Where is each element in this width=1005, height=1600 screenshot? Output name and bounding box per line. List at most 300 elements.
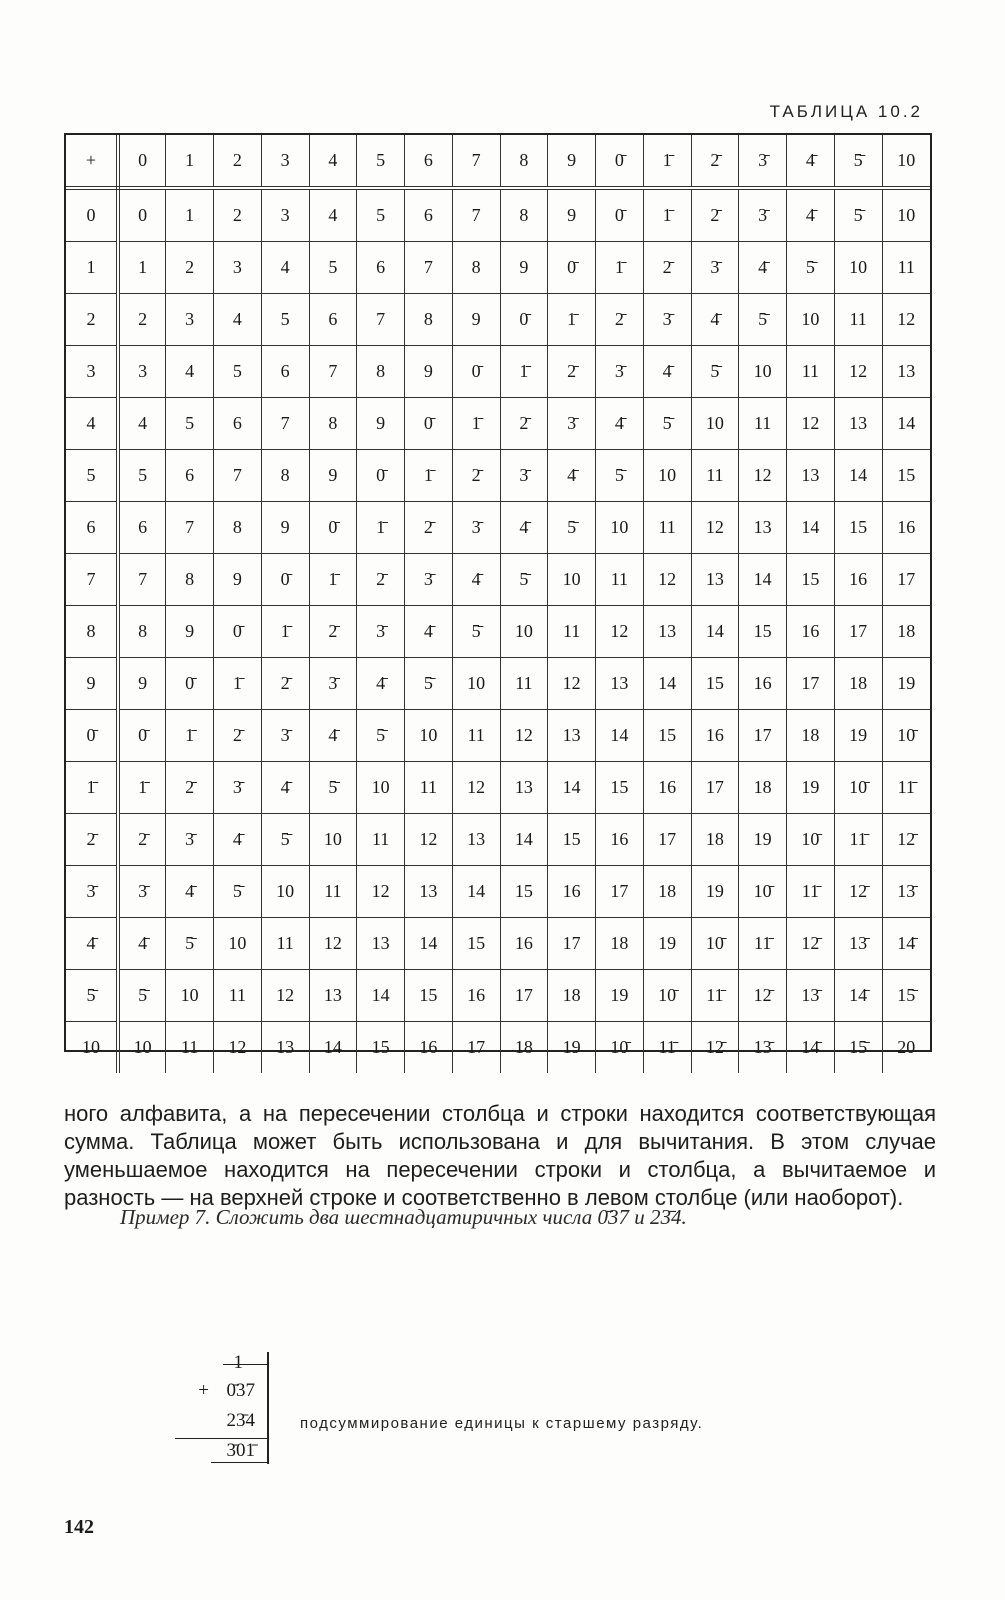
sum-cell: 5̄ xyxy=(500,554,548,606)
addend-1: 0̄37 xyxy=(226,1380,255,1401)
sum-cell: 17 xyxy=(452,1022,500,1074)
sum-cell: 10 xyxy=(214,918,262,970)
sum-cell: 1̄ xyxy=(118,762,166,814)
sum-cell: 0̄ xyxy=(500,294,548,346)
sum-cell: 10̄ xyxy=(691,918,739,970)
column-header: 7 xyxy=(452,135,500,188)
sum-cell: 10 xyxy=(166,970,214,1022)
sum-cell: 11 xyxy=(405,762,453,814)
sum-cell: 13̄ xyxy=(739,1022,787,1074)
sum-cell: 12 xyxy=(261,970,309,1022)
sum-cell: 10 xyxy=(739,346,787,398)
sum-cell: 6 xyxy=(357,242,405,294)
table-row xyxy=(66,554,930,606)
sum-cell: 4̄ xyxy=(739,242,787,294)
table-title: ТАБЛИЦА 10.2 xyxy=(769,102,923,121)
sum-cell: 14 xyxy=(500,814,548,866)
sum-cell: 3̄ xyxy=(261,710,309,762)
sum-cell: 1̄ xyxy=(548,294,596,346)
sum-cell: 14̄ xyxy=(834,970,882,1022)
example-text: Сложить два шестнадцатиричных числа 0̄37 и 23̄4. xyxy=(215,1205,687,1229)
sum-cell: 0̄ xyxy=(309,502,357,554)
body-text xyxy=(64,1100,936,1212)
sum-cell: 12 xyxy=(691,502,739,554)
sum-cell: 9 xyxy=(118,658,166,710)
sum-cell: 3̄ xyxy=(214,762,262,814)
table-row xyxy=(66,866,930,918)
sum-cell: 11 xyxy=(739,398,787,450)
column-header: 5 xyxy=(357,135,405,188)
sum-cell: 17 xyxy=(596,866,644,918)
sum-cell: 14 xyxy=(834,450,882,502)
sum-cell: 15 xyxy=(405,970,453,1022)
sum-cell: 11 xyxy=(166,1022,214,1074)
sum-cell: 5̄ xyxy=(691,346,739,398)
sum-cell: 2̄ xyxy=(596,294,644,346)
sum-cell: 3 xyxy=(166,294,214,346)
sum-cell: 7 xyxy=(452,188,500,242)
sum-cell: 9 xyxy=(357,398,405,450)
sum-cell: 15 xyxy=(500,866,548,918)
table-row xyxy=(66,1022,930,1074)
sum-cell: 11̄ xyxy=(882,762,930,814)
sum-cell: 6 xyxy=(118,502,166,554)
sum-cell: 16 xyxy=(834,554,882,606)
sum-cell: 19 xyxy=(548,1022,596,1074)
sum-cell: 11 xyxy=(691,450,739,502)
column-header: 10 xyxy=(882,135,930,188)
sum-cell: 5̄ xyxy=(357,710,405,762)
sum-cell: 12 xyxy=(548,658,596,710)
column-header: 1̄ xyxy=(643,135,691,188)
sum-cell: 15 xyxy=(452,918,500,970)
row-header: 4̄ xyxy=(66,918,118,970)
sum-cell: 0̄ xyxy=(596,188,644,242)
column-header: 2 xyxy=(214,135,262,188)
sum-cell: 13 xyxy=(405,866,453,918)
sum-cell: 11 xyxy=(787,346,835,398)
sum-cell: 19 xyxy=(691,866,739,918)
sum-cell: 2 xyxy=(118,294,166,346)
sum-cell: 12 xyxy=(357,866,405,918)
sum-cell: 4 xyxy=(166,346,214,398)
sum-cell: 16 xyxy=(882,502,930,554)
sum-cell: 15 xyxy=(834,502,882,554)
sum-cell: 2̄ xyxy=(691,188,739,242)
sum-cell: 17 xyxy=(787,658,835,710)
table-row xyxy=(66,606,930,658)
table-row xyxy=(66,502,930,554)
sum-cell: 10 xyxy=(834,242,882,294)
sum-cell: 4̄ xyxy=(452,554,500,606)
sum-cell: 2̄ xyxy=(405,502,453,554)
sum-cell: 17 xyxy=(834,606,882,658)
sum-cell: 9 xyxy=(500,242,548,294)
sum-cell: 14 xyxy=(596,710,644,762)
sum-cell: 5̄ xyxy=(596,450,644,502)
sum-cell: 5̄ xyxy=(834,188,882,242)
sum-cell: 3̄ xyxy=(309,658,357,710)
sum-cell: 19 xyxy=(739,814,787,866)
sum-cell: 4̄ xyxy=(691,294,739,346)
sum-cell: 4̄ xyxy=(500,502,548,554)
sum: 3̄01̄ xyxy=(226,1440,255,1461)
sum-cell: 16 xyxy=(691,710,739,762)
sum-cell: 4̄ xyxy=(596,398,644,450)
column-header: 1 xyxy=(166,135,214,188)
column-header: 4̄ xyxy=(787,135,835,188)
sum-cell: 13 xyxy=(596,658,644,710)
sum-cell: 4 xyxy=(118,398,166,450)
sum-cell: 4̄ xyxy=(357,658,405,710)
sum-cell: 16 xyxy=(596,814,644,866)
sum-cell: 10 xyxy=(643,450,691,502)
sum-cell: 3̄ xyxy=(548,398,596,450)
sum-cell: 10 xyxy=(691,398,739,450)
row-header: 8 xyxy=(66,606,118,658)
sum-cell: 7 xyxy=(261,398,309,450)
column-header: 6 xyxy=(405,135,453,188)
sum-cell: 12̄ xyxy=(834,866,882,918)
sum-cell: 5 xyxy=(357,188,405,242)
sum-cell: 19 xyxy=(882,658,930,710)
sum-cell: 7 xyxy=(309,346,357,398)
row-header: 4 xyxy=(66,398,118,450)
sum-cell: 2 xyxy=(214,188,262,242)
sum-cell: 8 xyxy=(357,346,405,398)
sum-cell: 0̄ xyxy=(452,346,500,398)
sum-cell: 4̄ xyxy=(405,606,453,658)
sum-cell: 1̄ xyxy=(405,450,453,502)
sum-cell: 3 xyxy=(261,188,309,242)
sum-cell: 12 xyxy=(834,346,882,398)
sum-cell: 12 xyxy=(787,398,835,450)
row-header: 3 xyxy=(66,346,118,398)
table-row xyxy=(66,398,930,450)
sum-cell: 19 xyxy=(596,970,644,1022)
sum-cell: 16 xyxy=(452,970,500,1022)
column-header: 9 xyxy=(548,135,596,188)
sum-cell: 18 xyxy=(691,814,739,866)
sum-cell: 11 xyxy=(357,814,405,866)
sum-cell: 0̄ xyxy=(118,710,166,762)
sum-cell: 3 xyxy=(214,242,262,294)
sum-cell: 13 xyxy=(309,970,357,1022)
sum-cell: 15̄ xyxy=(882,970,930,1022)
sum-cell: 13̄ xyxy=(787,970,835,1022)
sum-cell: 1̄ xyxy=(643,188,691,242)
column-header: 0 xyxy=(118,135,166,188)
sum-cell: 14̄ xyxy=(787,1022,835,1074)
sum-cell: 3̄ xyxy=(405,554,453,606)
sum-cell: 4 xyxy=(214,294,262,346)
sum-cell: 17 xyxy=(691,762,739,814)
sum-cell: 10̄ xyxy=(596,1022,644,1074)
sum-cell: 2̄ xyxy=(500,398,548,450)
sum-cell: 13 xyxy=(452,814,500,866)
sum-cell: 2̄ xyxy=(309,606,357,658)
addend-2: 23̄4 xyxy=(226,1410,255,1431)
sum-cell: 10̄ xyxy=(643,970,691,1022)
sum-cell: 14 xyxy=(787,502,835,554)
sum-cell: 11 xyxy=(214,970,262,1022)
sum-cell: 15 xyxy=(691,658,739,710)
sum-cell: 2 xyxy=(166,242,214,294)
sum-cell: 3̄ xyxy=(118,866,166,918)
sum-cell: 10 xyxy=(548,554,596,606)
sum-cell: 17 xyxy=(500,970,548,1022)
sum-cell: 8 xyxy=(500,188,548,242)
table-header-row xyxy=(66,135,930,188)
sum-cell: 16 xyxy=(739,658,787,710)
sum-cell: 9 xyxy=(166,606,214,658)
table-row xyxy=(66,970,930,1022)
sum-cell: 18 xyxy=(787,710,835,762)
sum-cell: 0 xyxy=(118,188,166,242)
sum-cell: 17 xyxy=(739,710,787,762)
sum-cell: 4̄ xyxy=(787,188,835,242)
sum-cell: 18 xyxy=(548,970,596,1022)
sum-cell: 5̄ xyxy=(787,242,835,294)
sum-cell: 6 xyxy=(166,450,214,502)
sum-cell: 18 xyxy=(500,1022,548,1074)
table-corner-plus: + xyxy=(66,135,118,188)
sum-cell: 12̄ xyxy=(739,970,787,1022)
sum-cell: 14 xyxy=(548,762,596,814)
sum-cell: 3̄ xyxy=(643,294,691,346)
sum-cell: 16 xyxy=(787,606,835,658)
row-header: 3̄ xyxy=(66,866,118,918)
sum-cell: 9 xyxy=(214,554,262,606)
sum-cell: 12̄ xyxy=(691,1022,739,1074)
table-row xyxy=(66,658,930,710)
sum-cell: 18 xyxy=(882,606,930,658)
sum-cell: 2̄ xyxy=(166,762,214,814)
sum-cell: 14 xyxy=(452,866,500,918)
sum-cell: 13 xyxy=(787,450,835,502)
sum-cell: 10̄ xyxy=(787,814,835,866)
table-row xyxy=(66,710,930,762)
table-row xyxy=(66,814,930,866)
sum-cell: 14 xyxy=(309,1022,357,1074)
sum-cell: 5 xyxy=(166,398,214,450)
sum-cell: 5̄ xyxy=(739,294,787,346)
sum-cell: 9 xyxy=(452,294,500,346)
sum-cell: 12 xyxy=(405,814,453,866)
sum-cell: 10 xyxy=(118,1022,166,1074)
column-header: 5̄ xyxy=(834,135,882,188)
sum-cell: 16 xyxy=(548,866,596,918)
sum-cell: 11̄ xyxy=(834,814,882,866)
column-header: 3 xyxy=(261,135,309,188)
sum-cell: 3̄ xyxy=(452,502,500,554)
sum-underline xyxy=(211,1462,267,1463)
sum-cell: 0̄ xyxy=(357,450,405,502)
sum-cell: 14 xyxy=(739,554,787,606)
column-header: 0̄ xyxy=(596,135,644,188)
sum-cell: 14 xyxy=(643,658,691,710)
row-header: 9 xyxy=(66,658,118,710)
sum-cell: 2̄ xyxy=(452,450,500,502)
sum-cell: 13 xyxy=(643,606,691,658)
sum-cell: 4̄ xyxy=(548,450,596,502)
sum-cell: 5 xyxy=(214,346,262,398)
sum-cell: 4̄ xyxy=(309,710,357,762)
sum-cell: 5̄ xyxy=(405,658,453,710)
sum-cell: 7 xyxy=(166,502,214,554)
sum-cell: 10 xyxy=(309,814,357,866)
sum-cell: 15 xyxy=(357,1022,405,1074)
row-header: 0 xyxy=(66,188,118,242)
example-label: Пример 7. xyxy=(120,1205,211,1229)
sum-cell: 5 xyxy=(261,294,309,346)
sum-cell: 11̄ xyxy=(787,866,835,918)
sum-cell: 4̄ xyxy=(118,918,166,970)
sum-cell: 12̄ xyxy=(882,814,930,866)
sum-cell: 15 xyxy=(643,710,691,762)
sum-cell: 13 xyxy=(261,1022,309,1074)
sum-cell: 3̄ xyxy=(166,814,214,866)
sum-cell: 18 xyxy=(834,658,882,710)
sum-cell: 14 xyxy=(405,918,453,970)
sum-cell: 12 xyxy=(500,710,548,762)
sum-cell: 1 xyxy=(166,188,214,242)
sum-cell: 5̄ xyxy=(214,866,262,918)
sum-cell: 10 xyxy=(500,606,548,658)
row-header: 5 xyxy=(66,450,118,502)
sum-cell: 6 xyxy=(261,346,309,398)
table-row xyxy=(66,188,930,242)
example-heading xyxy=(120,1205,920,1230)
sum-cell: 4 xyxy=(261,242,309,294)
sum-cell: 1̄ xyxy=(357,502,405,554)
sum-cell: 15 xyxy=(596,762,644,814)
sum-cell: 10 xyxy=(452,658,500,710)
sum-cell: 4̄ xyxy=(643,346,691,398)
sum-cell: 14̄ xyxy=(882,918,930,970)
row-header: 0̄ xyxy=(66,710,118,762)
addition-table-grid xyxy=(66,135,930,1073)
sum-cell: 1 xyxy=(118,242,166,294)
row-header: 10 xyxy=(66,1022,118,1074)
sum-cell: 12 xyxy=(214,1022,262,1074)
sum-cell: 12 xyxy=(596,606,644,658)
addition-calculation xyxy=(175,1352,269,1464)
sum-cell: 11 xyxy=(548,606,596,658)
sum-cell: 0̄ xyxy=(405,398,453,450)
sum-cell: 18 xyxy=(643,866,691,918)
sum-cell: 3̄ xyxy=(691,242,739,294)
sum-cell: 5̄ xyxy=(309,762,357,814)
sum-cell: 5̄ xyxy=(452,606,500,658)
sum-cell: 3̄ xyxy=(500,450,548,502)
addition-table xyxy=(64,133,932,1057)
sum-cell: 13 xyxy=(500,762,548,814)
sum-cell: 5 xyxy=(118,450,166,502)
sum-cell: 1̄ xyxy=(596,242,644,294)
sum-cell: 10 xyxy=(357,762,405,814)
sum-cell: 8 xyxy=(166,554,214,606)
sum-cell: 11 xyxy=(452,710,500,762)
row-header: 2̄ xyxy=(66,814,118,866)
sum-cell: 13̄ xyxy=(882,866,930,918)
sum-cell: 19 xyxy=(834,710,882,762)
sum-cell: 13 xyxy=(834,398,882,450)
sum-cell: 9 xyxy=(405,346,453,398)
sum-cell: 1̄ xyxy=(261,606,309,658)
row-header: 2 xyxy=(66,294,118,346)
row-header: 1 xyxy=(66,242,118,294)
sum-cell: 0̄ xyxy=(261,554,309,606)
sum-cell: 12 xyxy=(452,762,500,814)
sum-cell: 13 xyxy=(882,346,930,398)
sum-cell: 11̄ xyxy=(691,970,739,1022)
sum-cell: 8 xyxy=(214,502,262,554)
sum-cell: 10 xyxy=(596,502,644,554)
column-header: 8 xyxy=(500,135,548,188)
sum-cell: 1̄ xyxy=(166,710,214,762)
sum-cell: 14 xyxy=(357,970,405,1022)
sum-cell: 5̄ xyxy=(548,502,596,554)
sum-cell: 3̄ xyxy=(739,188,787,242)
sum-cell: 2̄ xyxy=(548,346,596,398)
sum-cell: 5 xyxy=(309,242,357,294)
sum-cell: 2̄ xyxy=(357,554,405,606)
sum-cell: 8 xyxy=(309,398,357,450)
sum-cell: 0̄ xyxy=(214,606,262,658)
sum-cell: 15 xyxy=(787,554,835,606)
table-row xyxy=(66,762,930,814)
sum-cell: 12̄ xyxy=(787,918,835,970)
column-header: 2̄ xyxy=(691,135,739,188)
sum-cell: 15̄ xyxy=(834,1022,882,1074)
sum-cell: 2̄ xyxy=(261,658,309,710)
sum-cell: 4 xyxy=(309,188,357,242)
sum-cell: 7 xyxy=(118,554,166,606)
carry-digit: 1 xyxy=(233,1352,243,1373)
sum-cell: 18 xyxy=(596,918,644,970)
table-row xyxy=(66,450,930,502)
sum-cell: 5̄ xyxy=(166,918,214,970)
sum-cell: 16 xyxy=(500,918,548,970)
sum-cell: 14 xyxy=(882,398,930,450)
sum-cell: 12 xyxy=(739,450,787,502)
sum-cell: 16 xyxy=(643,762,691,814)
sum-cell: 11̄ xyxy=(643,1022,691,1074)
sum-cell: 11 xyxy=(500,658,548,710)
sum-cell: 10̄ xyxy=(739,866,787,918)
page-number: 142 xyxy=(64,1516,94,1538)
row-header: 1̄ xyxy=(66,762,118,814)
sum-cell: 6 xyxy=(309,294,357,346)
sum-cell: 1̄ xyxy=(452,398,500,450)
sum-cell: 1̄ xyxy=(309,554,357,606)
sum-cell: 5̄ xyxy=(643,398,691,450)
sum-cell: 10̄ xyxy=(834,762,882,814)
sum-cell: 6 xyxy=(214,398,262,450)
sum-cell: 15 xyxy=(882,450,930,502)
sum-cell: 8 xyxy=(261,450,309,502)
sum-cell: 12 xyxy=(643,554,691,606)
carry-rule xyxy=(223,1364,267,1365)
table-row xyxy=(66,294,930,346)
sum-cell: 15 xyxy=(739,606,787,658)
sum-cell: 11 xyxy=(643,502,691,554)
sum-cell: 14 xyxy=(691,606,739,658)
sum-cell: 10̄ xyxy=(882,710,930,762)
table-row xyxy=(66,242,930,294)
sum-cell: 13 xyxy=(548,710,596,762)
